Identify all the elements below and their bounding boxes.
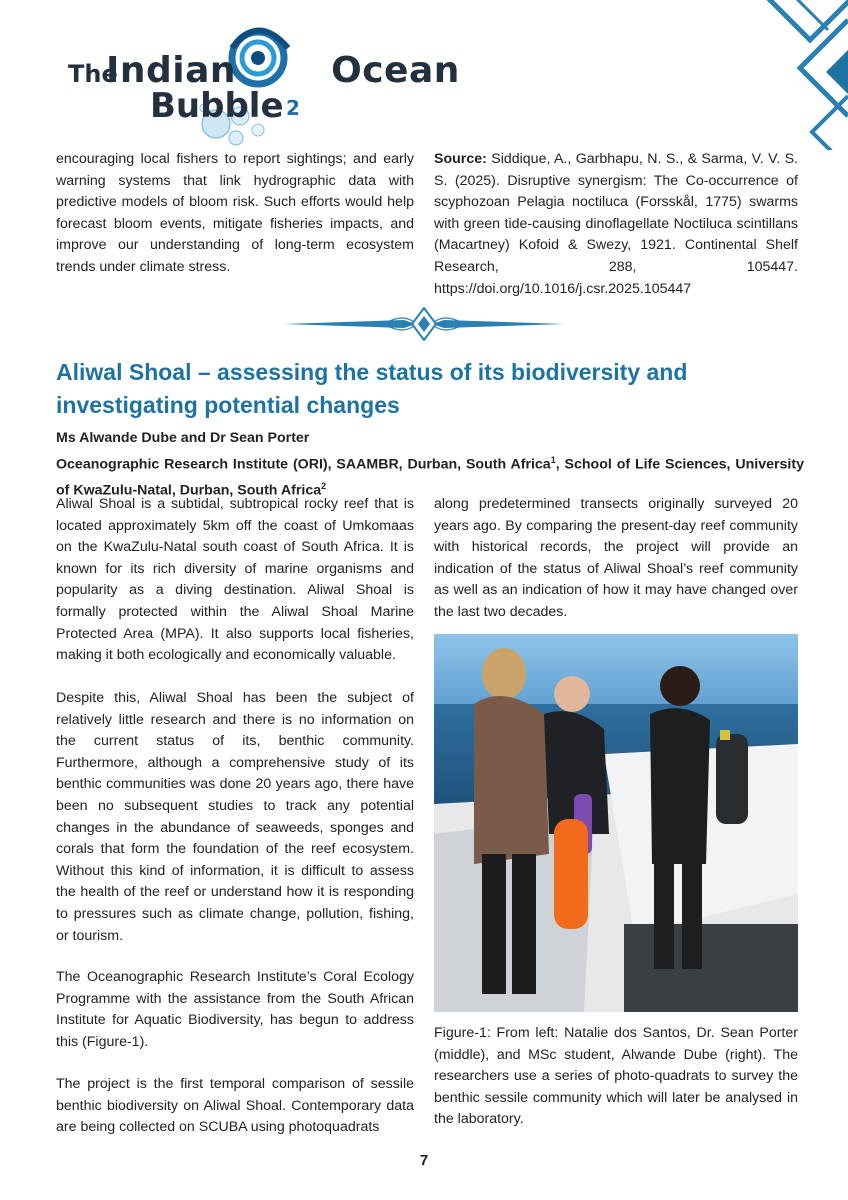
logo-word-bubble: Bubble	[150, 86, 284, 126]
ornamental-divider	[284, 306, 564, 342]
continued-paragraph: encouraging local fishers to report sightings; and early warning systems that link hydrographic data with predictive models of bloom risk. Such efforts would help forecast bloom events, mitigate fisheries impacts, and improve our understanding of long-term ecosystem trends under climate stress.	[56, 151, 414, 275]
body-paragraph-1: Aliwal Shoal is a subtidal, subtropical rocky reef that is located approximately 5km off the coast of Umkomaas on the KwaZulu-Natal south coast of South Africa. It is known for its rich diversity of marine organisms and popularity as a diving destination. Aliwal Shoal is formally protected within the Aliwal Shoal Marine Protected Area (MPA). It also supports local fisheries, making it both ecologically and economically valuable.	[56, 496, 414, 664]
logo-word-the: The	[68, 60, 118, 88]
article-title: Aliwal Shoal – assessing the status of its biodiversity and investigating potential changes	[56, 359, 688, 418]
page-number: 7	[419, 1152, 429, 1169]
body-paragraph-2: Despite this, Aliwal Shoal has been the subject of relatively little research and there is no information on the current status of its, benthic community. Furthermore, although a comprehensive study of its benthic communities was done 20 years ago, there have been no subsequent studies to track any potential changes in the abundance of seaweeds, sponges and corals that form the foundation of the reef ecosystem. Without this kind of information, it is difficult to assess the health of the reef or understand how it is responding to pressures such as climate change, pollution, fishing, or tourism.	[56, 690, 414, 944]
body-paragraph-3: The Oceanographic Research Institute’s Coral Ecology Programme with the assistance from the South African Institute for Aquatic Biodiversity, has begun to address this (Figure-1).	[56, 969, 414, 1050]
source-text: Siddique, A., Garbhapu, N. S., & Sarma, V. V. S. S. (2025). Disruptive synergism: The Co-occurrence of scyphozoan Pelagia noctiluca (Forsskål, 1775) swarms with green tide-causing dinoflagellate Noctiluca scintillans (Macartney) Kofoid & Swezy, 1921. Continental Shelf Research, 288, 105447.	[434, 151, 798, 275]
source-doi[interactable]: https://doi.org/10.1016/j.csr.2025.105447	[434, 280, 692, 297]
logo-issue-number: 2	[286, 96, 300, 120]
body-paragraph-right: along predetermined transects originally surveyed 20 years ago. By comparing the present-day reef community with historical records, the project will provide an indication of the status of Aliwal Shoal’s reef community as well as an indication of how it may have changed over the last two decades.	[434, 496, 798, 620]
article-authors: Ms Alwande Dube and Dr Sean Porter	[56, 430, 310, 446]
corner-diamond-decoration	[700, 0, 848, 150]
source-label: Source:	[434, 151, 487, 167]
article-affiliations: Oceanographic Research Institute (ORI), SAAMBR, Durban, South Africa$^1$, School of Life Sciences, University of KwaZulu-Natal, Durban, South Africa$^2$	[56, 455, 804, 499]
figure-caption: Figure-1: From left: Natalie dos Santos, Dr. Sean Porter (middle), and MSc student, Alwande Dube (right). The researchers use a series of photo-quadrats to survey the benthic sessile community which will later be analysed in the laboratory.	[434, 1025, 798, 1128]
body-paragraph-4: The project is the first temporal comparison of sessile benthic biodiversity on Aliwal Shoal. Contemporary data are being collected on SCUBA using photoquadrats	[56, 1076, 414, 1136]
source-citation	[434, 149, 798, 300]
figure-1-photo	[434, 634, 798, 1012]
logo-word-indian: Indian Ocean	[106, 50, 460, 91]
